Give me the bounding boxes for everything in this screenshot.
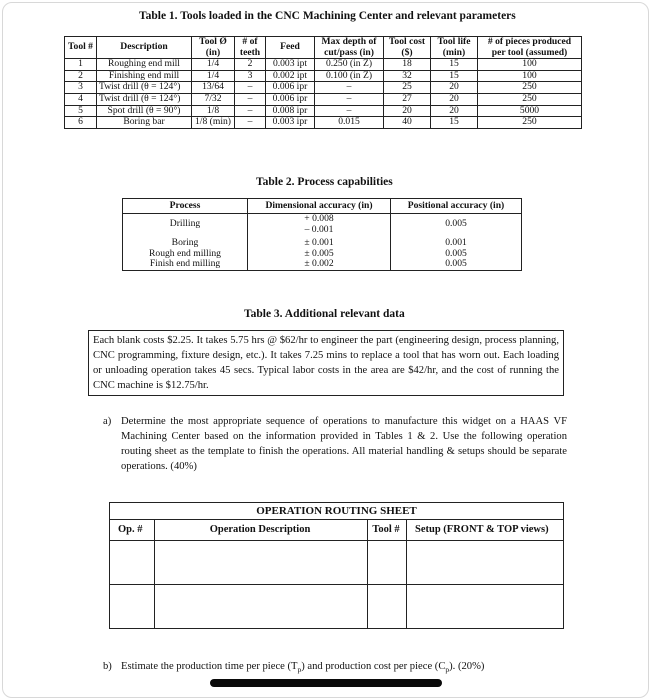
cell: 0.006 ipr [266, 93, 315, 105]
cell: – [235, 82, 266, 94]
tool-num-cell[interactable] [368, 541, 407, 585]
cell: 5000 [478, 105, 582, 117]
question-a-label: a) [103, 416, 112, 427]
table-row [123, 235, 522, 249]
cell: 20 [431, 105, 478, 117]
col-operation-description: Operation Description [155, 520, 368, 541]
col-tool-diameter: Tool Ø (in) [192, 37, 235, 59]
table-row [65, 117, 582, 129]
col-max-depth: Max depth of cut/pass (in) [315, 37, 384, 59]
cell: 7/32 [192, 93, 235, 105]
setup-cell[interactable] [407, 541, 564, 585]
col-description: Description [97, 37, 192, 59]
table-row [65, 93, 582, 105]
cell: 0.005 [391, 214, 522, 236]
cell: ± 0.005 [248, 249, 391, 260]
col-pieces-per-tool: # of pieces produced per tool (assumed) [478, 37, 582, 59]
cell: 0.005 [391, 259, 522, 270]
cell: 20 [431, 93, 478, 105]
routing-row [110, 585, 564, 629]
question-a-text: Determine the most appropriate sequence of operations to manufacture this widget on a HAAS VF Machining Center based on the information provided in Tables 1 & 2. Use the following operation routing sheet as the template to finish the operations. All material handling & setups should be separate operations. (40%) [121, 416, 567, 472]
cell: – [235, 93, 266, 105]
cell: 0.015 [315, 117, 384, 129]
table-row [123, 259, 522, 270]
table-row [65, 82, 582, 94]
col-tool-num: Tool # [65, 37, 97, 59]
table-row [65, 105, 582, 117]
cell: 0.001 [391, 235, 522, 249]
tool-num-cell[interactable] [368, 585, 407, 629]
cell: – 0.001 [248, 225, 391, 236]
additional-data-box: Each blank costs $2.25. It takes 5.75 hrs @ $62/hr to engineer the part (engineering design, process planning, CNC programming, fixture design, etc.). It takes 7.25 mins to replace a tool that has worn out. Each loading or unloading operation takes 45 secs. Typical labor costs in the area are $42/hr, and the cost of running the CNC machine is $12.75/hr. [88, 330, 564, 396]
cell: 27 [384, 93, 431, 105]
cell: 1/4 [192, 70, 235, 82]
cell: 18 [384, 59, 431, 71]
cell: Spot drill (θ = 90°) [97, 105, 192, 117]
cell: – [315, 82, 384, 94]
table3-caption: Table 3. Additional relevant data [244, 308, 405, 320]
cell: 40 [384, 117, 431, 129]
routing-sheet-title: OPERATION ROUTING SHEET [110, 503, 564, 520]
col-setup: Setup (FRONT & TOP views) [407, 520, 564, 541]
operation-description-cell[interactable] [155, 585, 368, 629]
cell: 15 [431, 59, 478, 71]
cell: 2 [65, 70, 97, 82]
cell: Rough end milling [123, 249, 248, 260]
table2-caption: Table 2. Process capabilities [256, 176, 393, 188]
operation-description-cell[interactable] [155, 541, 368, 585]
cell: Finishing end mill [97, 70, 192, 82]
cell: Twist drill (θ = 124°) [97, 82, 192, 94]
question-b-label: b) [103, 661, 112, 672]
cell: 13/64 [192, 82, 235, 94]
cell: 250 [478, 117, 582, 129]
cell: + 0.008 [248, 214, 391, 225]
cell: Boring [123, 235, 248, 249]
routing-row [110, 541, 564, 585]
cell: 250 [478, 93, 582, 105]
setup-cell[interactable] [407, 585, 564, 629]
subscript-p: p [445, 665, 450, 675]
cell: 4 [65, 93, 97, 105]
cell: 6 [65, 117, 97, 129]
col-tool-life: Tool life (min) [431, 37, 478, 59]
cell: Roughing end mill [97, 59, 192, 71]
process-capabilities-table [122, 198, 522, 271]
col-positional-accuracy: Positional accuracy (in) [391, 199, 522, 214]
cell: 0.100 (in Z) [315, 70, 384, 82]
cell: ± 0.002 [248, 259, 391, 270]
tools-table-header [65, 37, 582, 59]
col-dimensional-accuracy: Dimensional accuracy (in) [248, 199, 391, 214]
cell: 15 [431, 117, 478, 129]
cell: 5 [65, 105, 97, 117]
question-b-text-pre: Estimate the production time per piece (T [121, 661, 298, 672]
cell: ± 0.001 [248, 235, 391, 249]
cell: 100 [478, 70, 582, 82]
op-num-cell[interactable] [110, 541, 155, 585]
cell: 20 [431, 82, 478, 94]
col-feed: Feed [266, 37, 315, 59]
cell: 100 [478, 59, 582, 71]
cell: Drilling [123, 214, 248, 236]
cell: 1 [65, 59, 97, 71]
scrollbar-thumb[interactable] [210, 679, 442, 687]
question-b-text-mid: ) and production cost per piece (C [301, 661, 446, 672]
cell: 1/8 (min) [192, 117, 235, 129]
cell: 1/4 [192, 59, 235, 71]
cell: 0.250 (in Z) [315, 59, 384, 71]
table-row [123, 214, 522, 225]
col-tool-num: Tool # [368, 520, 407, 541]
cell: 0.002 ipt [266, 70, 315, 82]
cell: 2 [235, 59, 266, 71]
col-tool-cost: Tool cost ($) [384, 37, 431, 59]
operation-routing-sheet [109, 502, 564, 629]
cell: 15 [431, 70, 478, 82]
cell: 0.006 ipr [266, 82, 315, 94]
col-op-num: Op. # [110, 520, 155, 541]
cell: 0.008 ipr [266, 105, 315, 117]
cell: 0.005 [391, 249, 522, 260]
cell: – [315, 93, 384, 105]
question-b-text [121, 659, 484, 677]
process-table-header [123, 199, 522, 214]
tools-table [64, 36, 582, 129]
question-b-text-post: ). (20%) [449, 661, 485, 672]
cell: 3 [235, 70, 266, 82]
table-row [65, 59, 582, 71]
cell: 0.003 ipr [266, 117, 315, 129]
col-teeth: # of teeth [235, 37, 266, 59]
table1-caption: Table 1. Tools loaded in the CNC Machining Center and relevant parameters [139, 10, 516, 22]
cell: Twist drill (θ = 124°) [97, 93, 192, 105]
cell: 0.003 ipt [266, 59, 315, 71]
cell: 20 [384, 105, 431, 117]
cell: – [235, 105, 266, 117]
table-row [65, 70, 582, 82]
cell: – [235, 117, 266, 129]
cell: – [315, 105, 384, 117]
cell: 1/8 [192, 105, 235, 117]
op-num-cell[interactable] [110, 585, 155, 629]
cell: Boring bar [97, 117, 192, 129]
col-process: Process [123, 199, 248, 214]
cell: 32 [384, 70, 431, 82]
cell: 250 [478, 82, 582, 94]
cell: 25 [384, 82, 431, 94]
cell: Finish end milling [123, 259, 248, 270]
cell: 3 [65, 82, 97, 94]
subscript-p: p [297, 665, 302, 675]
